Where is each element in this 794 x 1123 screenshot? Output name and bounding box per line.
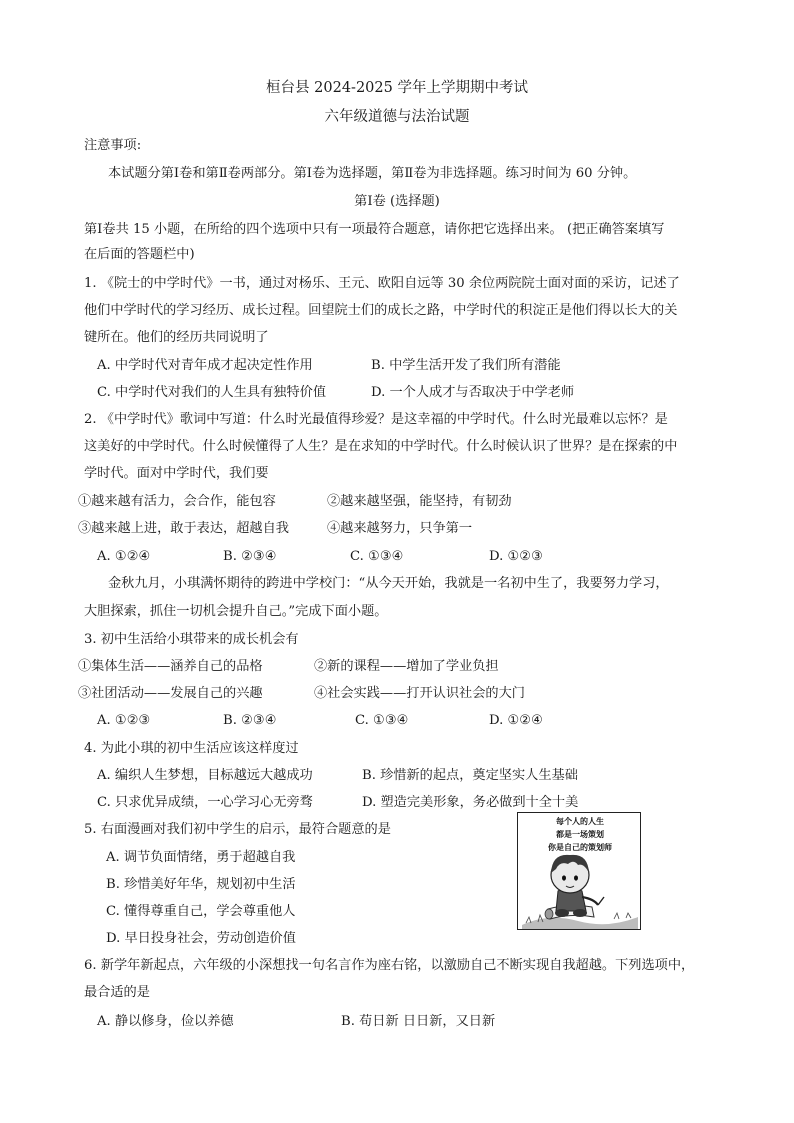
passage-line1: 金秋九月，小琪满怀期待的跨进中学校门：“从今天开始，我就是一名初中生了，我要努力学习， <box>108 576 669 591</box>
section-title: 第Ⅰ卷 (选择题) <box>354 194 440 209</box>
q3-option-a: A. ①②③ <box>97 713 151 728</box>
q2-stem-line1: 2. 《中学时代》歌词中写道：什么时光最值得珍爱？是这幸福的中学时代。什么时光最难以忘怀？是 <box>84 412 668 427</box>
q3-statement-3: ③社团活动——发展自己的兴趣 <box>78 686 263 701</box>
q1-stem-line1: 1. 《院士的中学时代》一书，通过对杨乐、王元、欧阳自远等 30 余位两院院士面对面的采访，记述了 <box>84 276 680 291</box>
q3-statement-1: ①集体生活——涵养自己的品格 <box>78 659 263 674</box>
q5-option-b: B. 珍惜美好年华，规划初中生活 <box>106 877 296 892</box>
q1-stem-line3: 键所在。他们的经历共同说明了 <box>84 330 269 345</box>
q2-option-c: C. ①③④ <box>350 549 404 564</box>
q3-option-d: D. ①②④ <box>489 713 543 728</box>
section-instructions-line2: 在后面的答题栏中) <box>84 247 195 262</box>
q4-option-b: B. 珍惜新的起点，奠定坚实人生基础 <box>362 768 578 783</box>
cartoon-boy-illustration <box>518 813 641 930</box>
q2-statement-3: ③越来越上进，敢于表达，超越自我 <box>78 521 289 536</box>
exam-subtitle: 六年级道德与法治试题 <box>324 109 470 125</box>
notes-label: 注意事项: <box>84 138 142 153</box>
q4-option-a: A. 编织人生梦想，目标越远大越成功 <box>97 768 313 783</box>
q2-stem-line3: 学时代。面对中学时代，我们要 <box>84 466 269 481</box>
q2-option-a: A. ①②④ <box>97 549 151 564</box>
q2-statement-2: ②越来越坚强，能坚持，有韧劲 <box>327 494 512 509</box>
q5-option-a: A. 调节负面情绪，勇于超越自我 <box>106 850 296 865</box>
q4-option-c: C. 只求优异成绩，一心学习心无旁骛 <box>97 795 313 810</box>
q5-stem: 5. 右面漫画对我们初中学生的启示，最符合题意的是 <box>84 822 391 837</box>
cartoon-caption-line1: 每个人的人生 <box>556 817 604 826</box>
q2-statement-1: ①越来越有活力，会合作，能包容 <box>78 494 276 509</box>
q5-option-c: C. 懂得尊重自己，学会尊重他人 <box>106 904 296 919</box>
q6-option-b: B. 苟日新 日日新，又日新 <box>341 1014 496 1029</box>
cartoon-caption-line2: 都是一场策划 <box>556 830 604 839</box>
q3-option-b: B. ②③④ <box>223 713 277 728</box>
q6-option-a: A. 静以修身，俭以养德 <box>97 1014 234 1029</box>
q1-option-c: C. 中学时代对我们的人生具有独特价值 <box>97 385 327 400</box>
q1-option-b: B. 中学生活开发了我们所有潜能 <box>371 358 561 373</box>
cartoon-image <box>517 812 641 930</box>
q2-stem-line2: 这美好的中学时代。什么时候懂得了人生？是在求知的中学时代。什么时候认识了世界？是在探索的中 <box>84 439 678 454</box>
q3-stem: 3. 初中生活给小琪带来的成长机会有 <box>84 632 299 647</box>
q3-statement-2: ②新的课程——增加了学业负担 <box>314 659 499 674</box>
q3-option-c: C. ①③④ <box>355 713 409 728</box>
q4-stem: 4. 为此小琪的初中生活应该这样度过 <box>84 741 299 756</box>
q3-statement-4: ④社会实践——打开认识社会的大门 <box>314 686 525 701</box>
q2-option-d: D. ①②③ <box>489 549 543 564</box>
q6-stem-line2: 最合适的是 <box>84 985 150 1000</box>
q5-option-d: D. 早日投身社会，劳动创造价值 <box>106 931 296 946</box>
q6-stem-line1: 6. 新学年新起点，六年级的小深想找一句名言作为座右铭，以激励自己不断实现自我超越。下列选项中， <box>84 958 695 973</box>
q1-stem-line2: 他们中学时代的学习经历、成长过程。回望院士们的成长之路，中学时代的积淀正是他们得以长大的关 <box>84 303 678 318</box>
notes-text: 本试题分第Ⅰ卷和第Ⅱ卷两部分。第Ⅰ卷为选择题，第Ⅱ卷为非选择题。练习时间为 60 分钟。 <box>108 166 637 181</box>
cartoon-caption-line3: 你是自己的策划师 <box>548 843 612 852</box>
passage-line2: 大胆探索，抓住一切机会提升自己。”完成下面小题。 <box>84 604 388 619</box>
q1-option-a: A. 中学时代对青年成才起决定性作用 <box>97 358 313 373</box>
q2-option-b: B. ②③④ <box>223 549 277 564</box>
q4-option-d: D. 塑造完美形象，务必做到十全十美 <box>362 795 579 810</box>
q1-option-d: D. 一个人成才与否取决于中学老师 <box>371 385 575 400</box>
exam-title: 桓台县 2024-2025 学年上学期期中考试 <box>266 80 528 96</box>
section-instructions-line1: 第Ⅰ卷共 15 小题，在所给的四个选项中只有一项最符合题意，请你把它选择出来。 (把正确答案填写 <box>84 222 665 237</box>
q2-statement-4: ④越来越努力，只争第一 <box>327 521 473 536</box>
